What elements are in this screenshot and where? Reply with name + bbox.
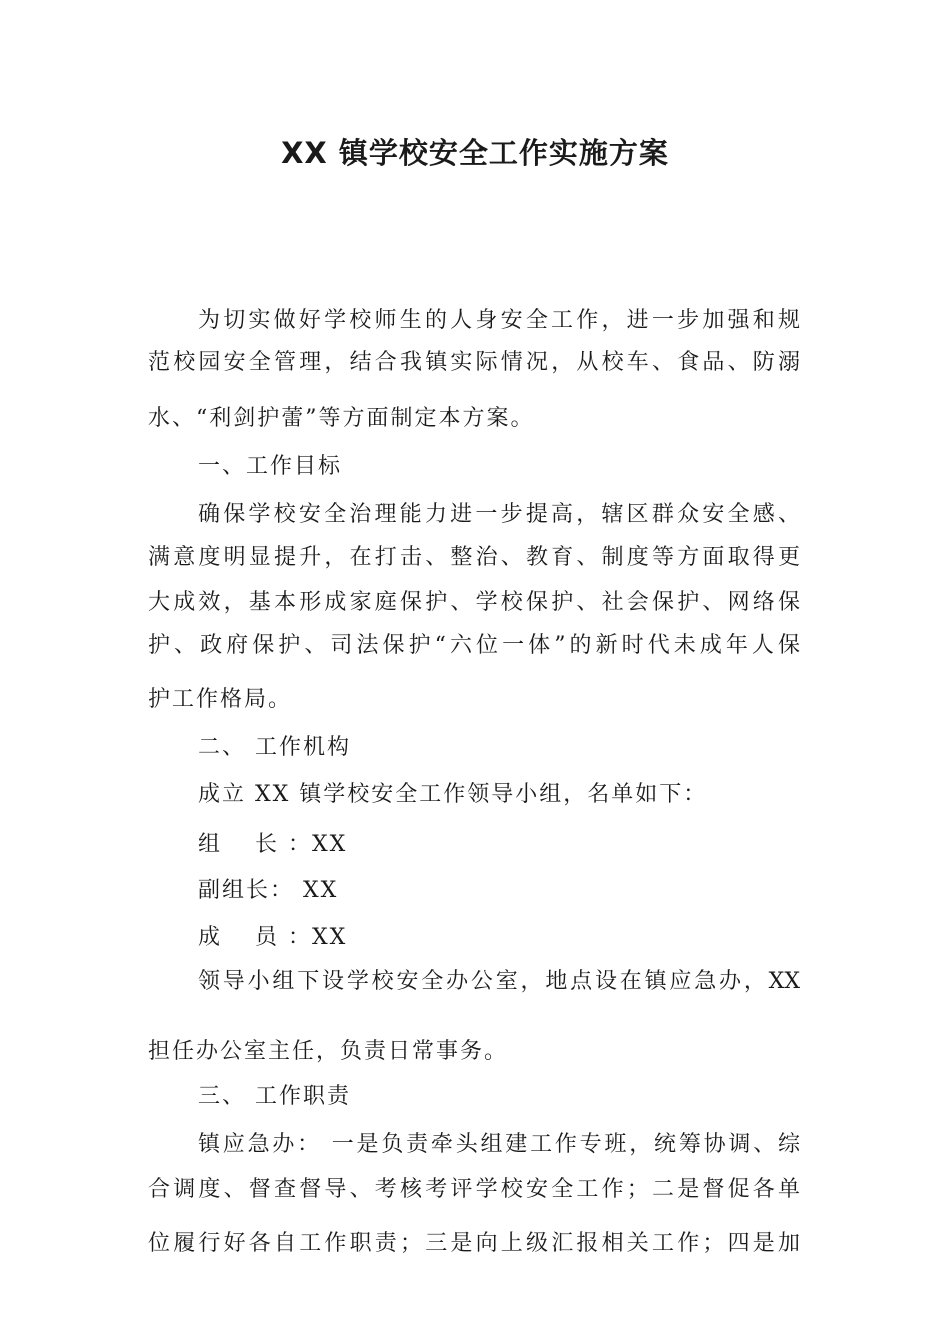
paragraph-line: 护工作格局。 (148, 687, 293, 712)
paragraph-line: 大成效，基本形成家庭保护、学校保护、社会保护、网络保 (148, 590, 800, 615)
paragraph-line: 担任办公室主任，负责日常事务。 (148, 1039, 509, 1064)
paragraph-line: 护、政府保护、司法保护“六位一体”的新时代未成年人保 (148, 633, 800, 658)
section-heading: 三、 工作职责 (198, 1084, 351, 1109)
document-title: XX 镇学校安全工作实施方案 (281, 136, 669, 170)
member-line: 成 员 ：XX (198, 925, 348, 950)
paragraph-line: 确保学校安全治理能力进一步提高，辖区群众安全感、 (198, 502, 800, 527)
paragraph-line: 镇应急办： 一是负责牵头组建工作专班，统筹协调、综 (198, 1132, 800, 1157)
paragraph-line: 合调度、督查督导、考核考评学校安全工作；二是督促各单 (148, 1177, 800, 1202)
section-heading: 二、 工作机构 (198, 735, 351, 760)
paragraph-line: 为切实做好学校师生的人身安全工作，进一步加强和规 (198, 308, 800, 333)
section-heading: 一、工作目标 (198, 454, 343, 479)
member-line: 副组长： XX (198, 878, 339, 903)
member-line: 组 长 ：XX (198, 832, 348, 857)
paragraph-line: 位履行好各自工作职责；三是向上级汇报相关工作；四是加 (148, 1231, 800, 1256)
paragraph-line: 水、“利剑护蕾”等方面制定本方案。 (148, 406, 535, 431)
paragraph-line: 领导小组下设学校安全办公室，地点设在镇应急办，XX (198, 969, 800, 994)
paragraph-line: 范校园安全管理，结合我镇实际情况，从校车、食品、防溺 (148, 350, 800, 375)
paragraph-line: 成立 XX 镇学校安全工作领导小组，名单如下： (198, 782, 708, 807)
paragraph-line: 满意度明显提升，在打击、整治、教育、制度等方面取得更 (148, 545, 800, 570)
